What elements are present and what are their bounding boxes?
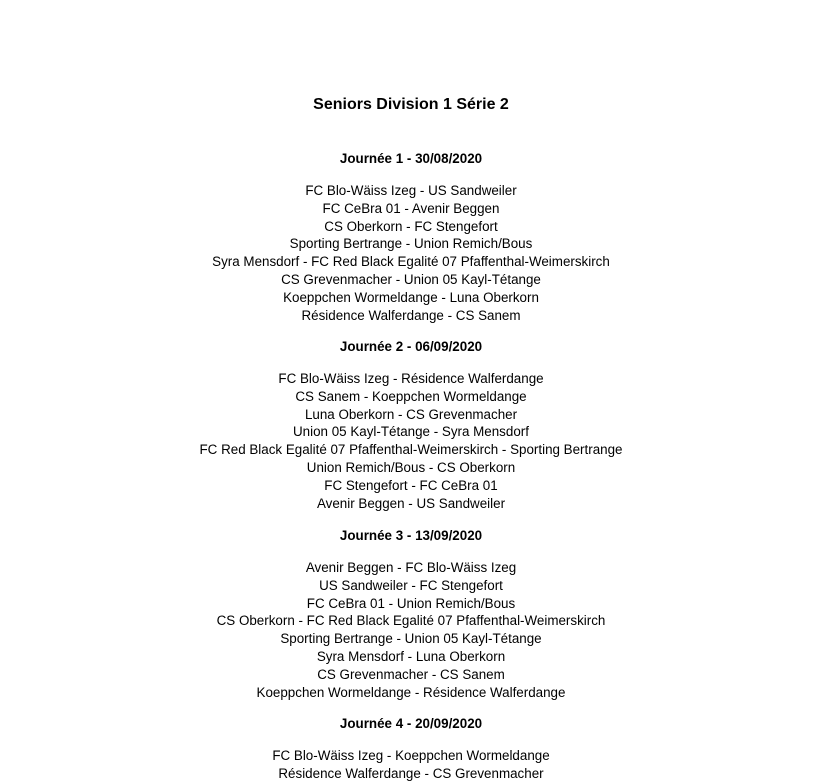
match-item: CS Grevenmacher - Union 05 Kayl-Tétange [281, 271, 541, 287]
match-item: Avenir Beggen - US Sandweiler [316, 495, 506, 511]
document-title: Seniors Division 1 Série 2 [313, 96, 509, 113]
match-item: Syra Mensdorf - FC Red Black Egalité 07 Pfaffenthal-Weimerskirch [212, 254, 610, 270]
match-list [0, 559, 816, 701]
match-item: Union 05 Kayl-Tétange - Syra Mensdorf [293, 424, 529, 440]
round-section [0, 527, 816, 701]
match-item: FC CeBra 01 - Union Remich/Bous [306, 595, 516, 611]
match-item: FC Blo-Wäiss Izeg - Koeppchen Wormeldange [272, 748, 550, 763]
match-list [0, 182, 816, 324]
match-item: Luna Oberkorn - CS Grevenmacher [304, 406, 518, 422]
round-section [0, 715, 816, 783]
match-item: Sporting Bertrange - Union Remich/Bous [289, 236, 533, 252]
round-heading: Journée 3 - 13/09/2020 [339, 528, 483, 543]
match-item: Résidence Walferdange - CS Grevenmacher [278, 765, 544, 781]
match-item: Sporting Bertrange - Union 05 Kayl-Tétange [280, 631, 542, 647]
match-item: FC Blo-Wäiss Izeg - US Sandweiler [305, 183, 517, 198]
round-section [0, 338, 816, 512]
match-item: Koeppchen Wormeldange - Résidence Walferdange [256, 684, 566, 700]
match-item: FC Blo-Wäiss Izeg - Résidence Walferdange [278, 371, 544, 386]
match-item: Koeppchen Wormeldange - Luna Oberkorn [283, 289, 539, 305]
match-item: CS Oberkorn - FC Stengefort [324, 218, 498, 234]
match-list [0, 370, 816, 512]
round-section [0, 150, 816, 324]
match-item: Résidence Walferdange - CS Sanem [301, 307, 521, 323]
round-heading: Journée 1 - 30/08/2020 [339, 151, 483, 166]
match-item: FC CeBra 01 - Avenir Beggen [322, 200, 500, 216]
round-heading: Journée 4 - 20/09/2020 [339, 716, 483, 731]
match-item: CS Sanem - Koeppchen Wormeldange [295, 388, 527, 404]
match-item: US Sandweiler - FC Stengefort [319, 577, 503, 593]
match-item: Avenir Beggen - FC Blo-Wäiss Izeg [305, 560, 517, 575]
match-list [0, 747, 816, 783]
match-item: CS Grevenmacher - CS Sanem [317, 666, 505, 682]
match-item: Union Remich/Bous - CS Oberkorn [306, 459, 516, 475]
match-item: FC Stengefort - FC CeBra 01 [324, 477, 498, 493]
match-item: FC Red Black Egalité 07 Pfaffenthal-Weimerskirch - Sporting Bertrange [199, 442, 623, 458]
match-item: CS Oberkorn - FC Red Black Egalité 07 Pfaffenthal-Weimerskirch [216, 613, 606, 629]
match-item: Syra Mensdorf - Luna Oberkorn [316, 648, 506, 664]
round-heading: Journée 2 - 06/09/2020 [339, 339, 483, 354]
